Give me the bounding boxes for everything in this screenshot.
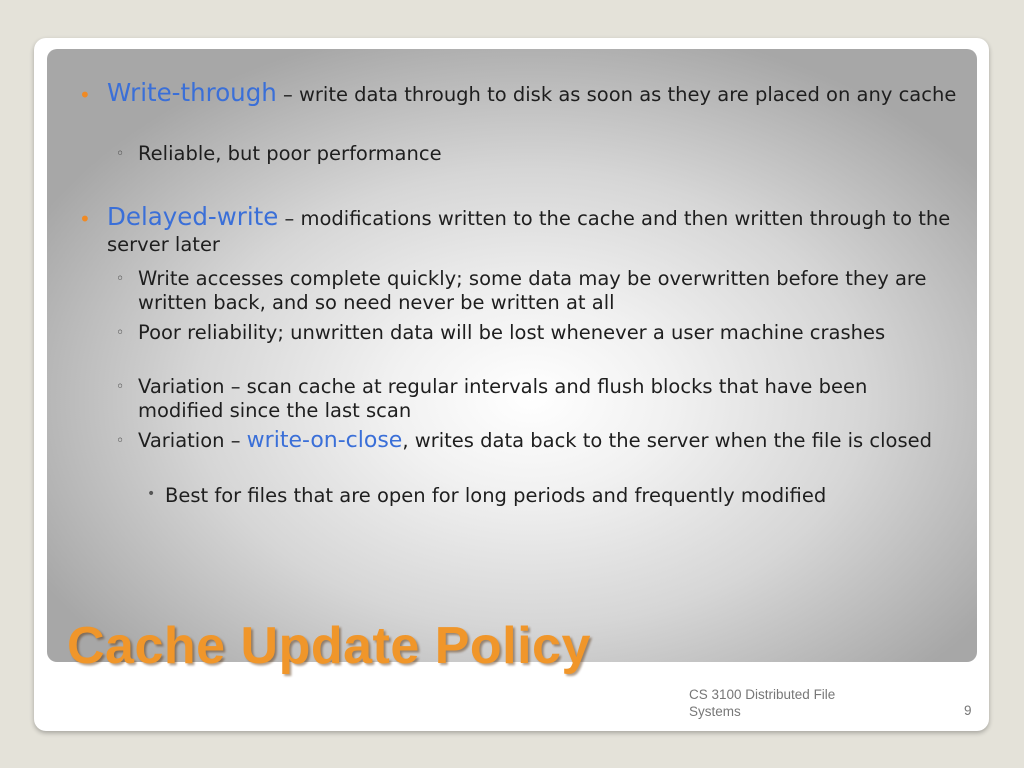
footer-text: CS 3100 Distributed File Systems — [689, 687, 836, 719]
page-number: 9 — [964, 703, 972, 718]
bullet-delayed-write — [79, 202, 967, 258]
sub-bullet-text: Reliable, but poor performance — [138, 142, 442, 165]
sub-bullet-variation-write-on-close — [116, 428, 953, 453]
bullet-text: – modifications written to the cache and then written through to the server later — [107, 207, 951, 256]
sub-bullet-variation-scan — [116, 375, 953, 423]
bullet-write-through — [79, 78, 967, 108]
bullet-marker: • — [79, 207, 91, 231]
keyword-write-through: Write-through — [107, 78, 277, 107]
sub-bullet-write-accesses — [116, 267, 953, 315]
keyword-delayed-write: Delayed-write — [107, 202, 279, 231]
sub-bullet-marker: ◦ — [116, 433, 125, 449]
slide-card — [34, 38, 989, 731]
sub-bullet-marker: ◦ — [116, 325, 125, 341]
sub-bullet-marker: ◦ — [116, 146, 125, 162]
sub-sub-bullet-text: Best for files that are open for long periods and frequently modified — [165, 484, 827, 507]
sub-bullet-text: Write accesses complete quickly; some data may be overwritten before they are written back, and so need never be written at all — [138, 267, 927, 314]
sub-bullet-text: Poor reliability; unwritten data will be lost whenever a user machine crashes — [138, 321, 886, 344]
sub-bullet-marker: ◦ — [116, 379, 125, 395]
sub-sub-bullet-best-for-files — [147, 484, 955, 508]
sub-bullet-text: Variation – scan cache at regular intervals and flush blocks that have been modified since the last scan — [138, 375, 868, 422]
bullet-text: – write data through to disk as soon as they are placed on any cache — [276, 83, 957, 106]
sub-bullet-prefix: Variation – — [138, 429, 247, 452]
sub-sub-bullet-marker: • — [147, 486, 156, 502]
sub-bullet-suffix: , writes data back to the server when the file is closed — [402, 429, 933, 452]
bullet-marker: • — [79, 83, 91, 107]
content-panel — [47, 49, 977, 675]
slide-title: Cache Update Policy — [67, 617, 591, 675]
sub-bullet-poor-reliability — [116, 321, 953, 345]
keyword-write-on-close: write-on-close — [246, 428, 403, 453]
sub-bullet-reliable — [116, 142, 953, 166]
sub-bullet-marker: ◦ — [116, 271, 125, 287]
